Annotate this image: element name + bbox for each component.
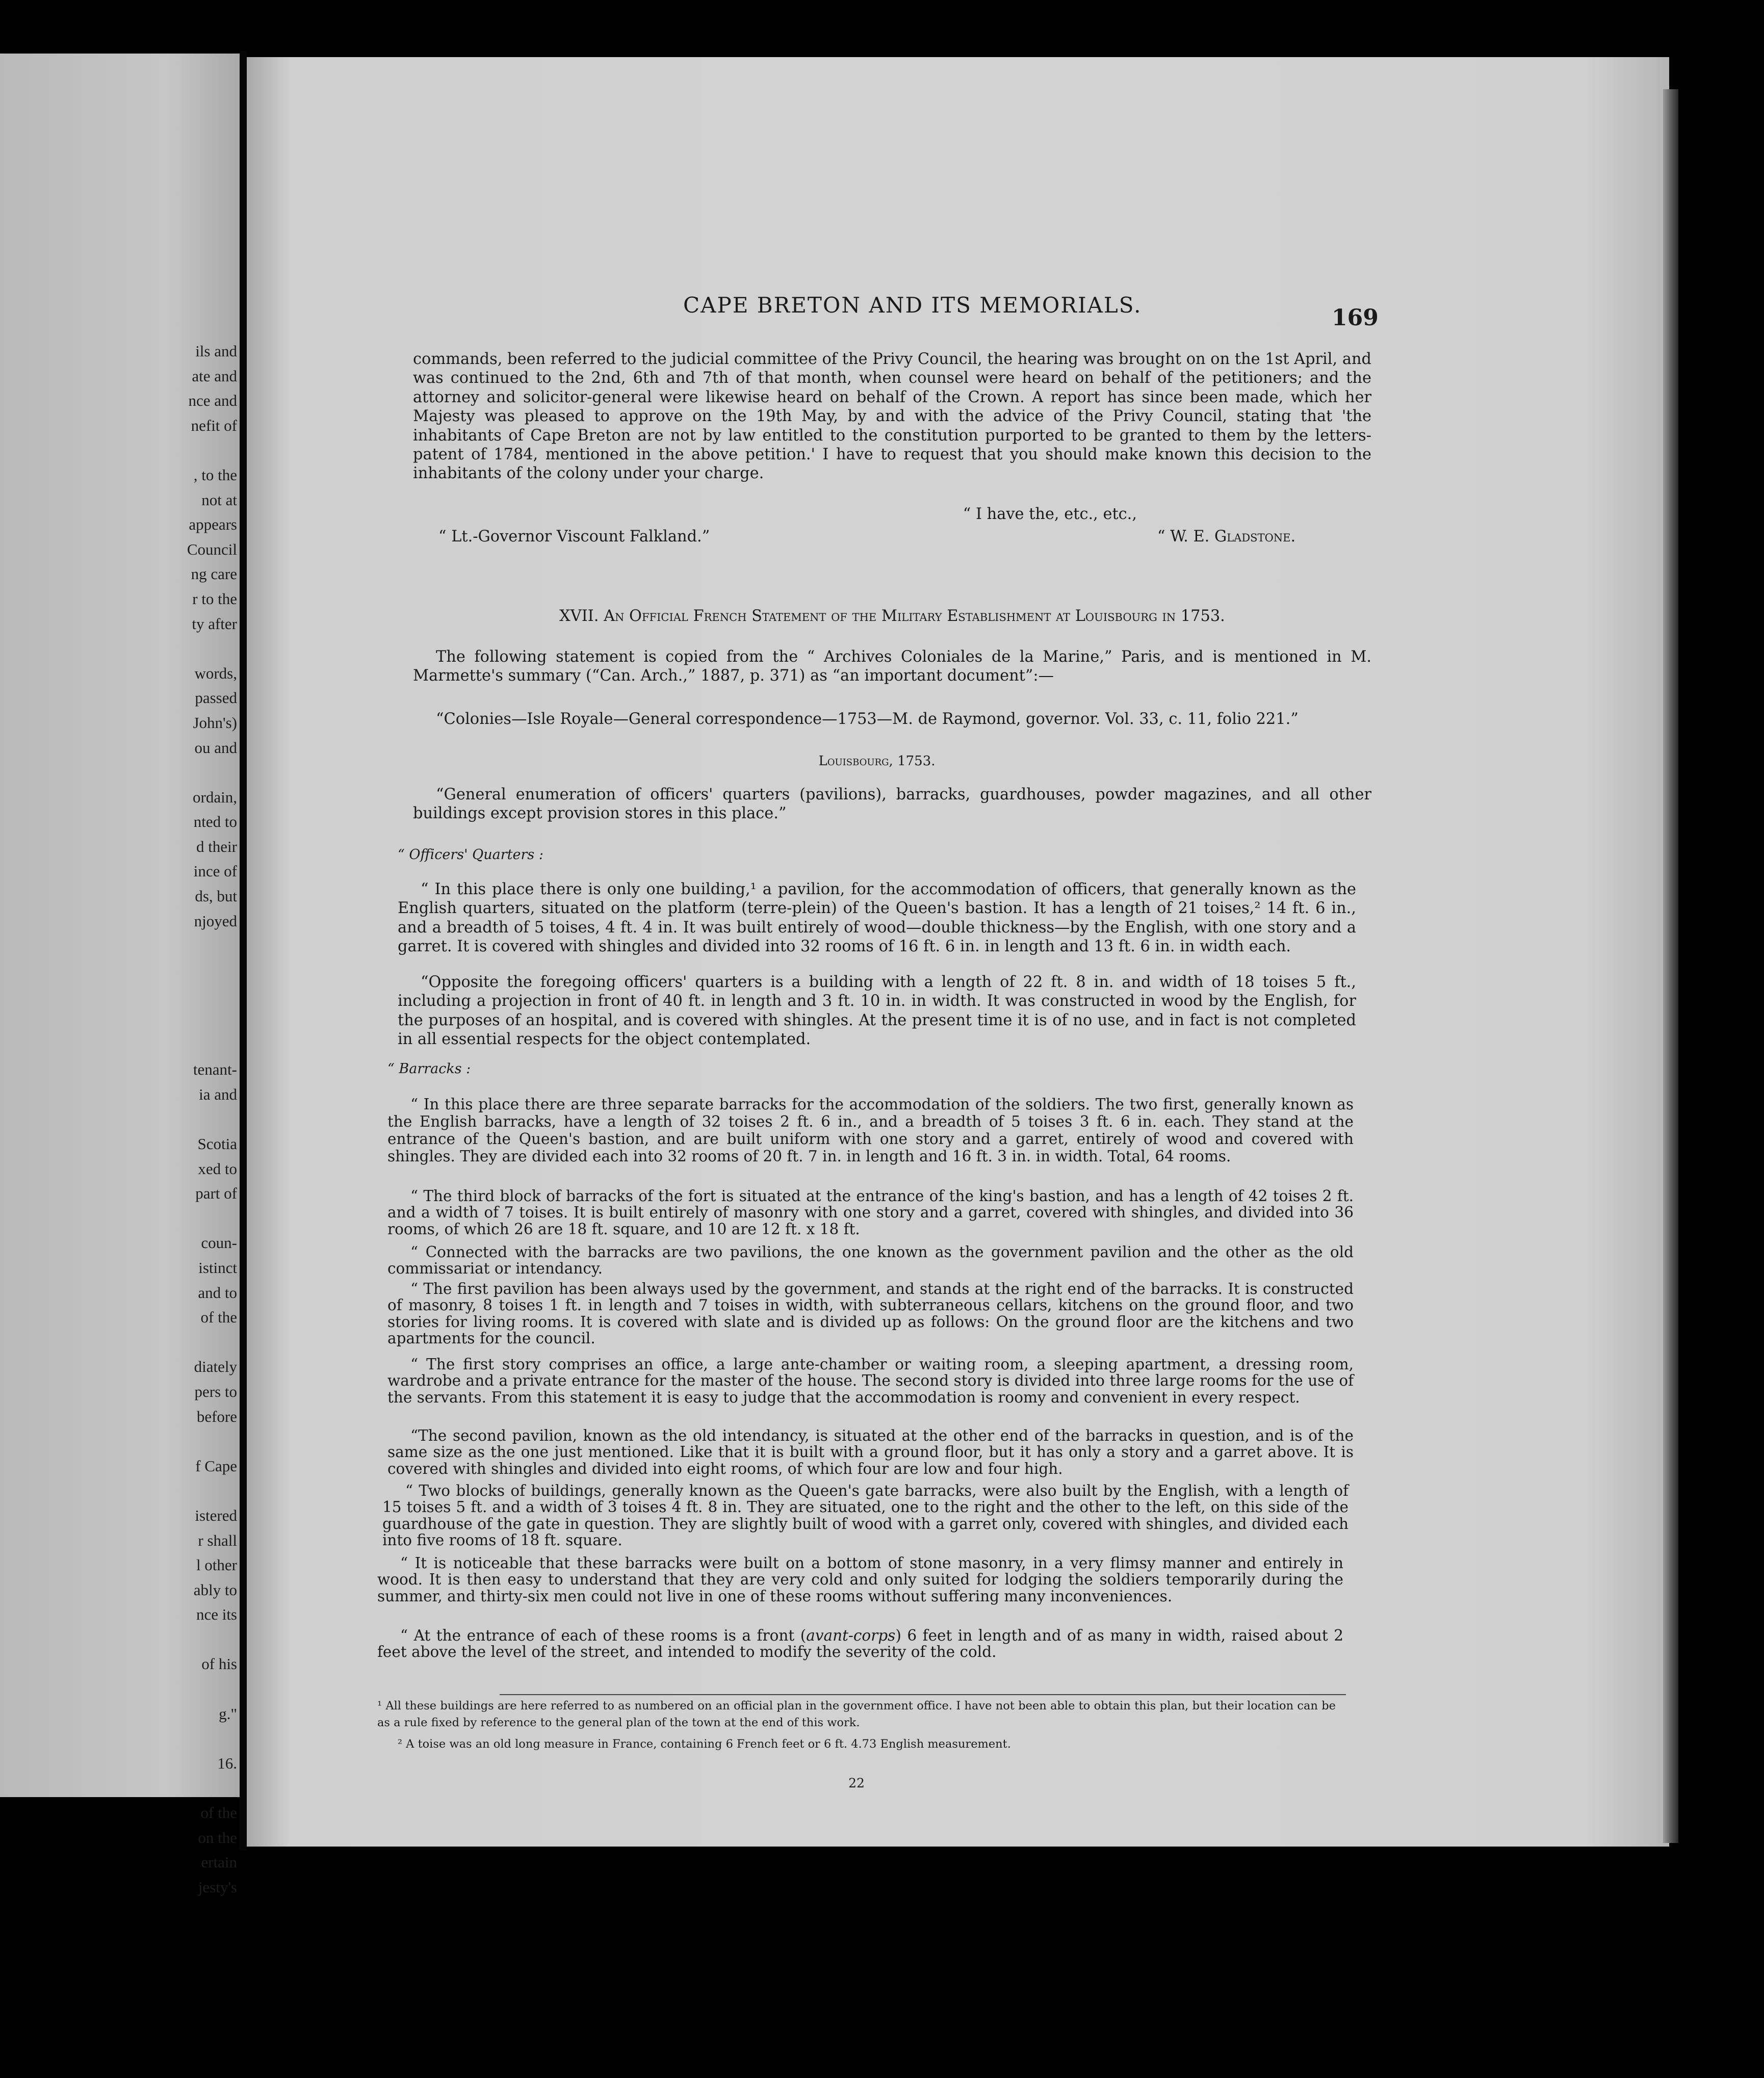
barracks-paragraph-5: “ The first story comprises an office, a large ante-chamber or waiting room, a sleeping apartment, a dressing room, wardrobe and a private entrance for the master of the house. The second story is divided into three large rooms for the use of the servants. From this statement it is easy to judge that the accommodation is roomy and convenient in every respect.: [387, 1356, 1354, 1406]
left-page-line: of the: [200, 1804, 237, 1822]
left-page-line: [0, 1033, 237, 1058]
left-page-line: [0, 760, 237, 785]
left-page-line: John's): [193, 713, 237, 732]
place-date: Louisbourg, 1753.: [818, 754, 936, 769]
left-page-line: and to: [198, 1283, 237, 1302]
left-page-line: ds, but: [195, 887, 237, 905]
left-page-line: nce and: [188, 392, 237, 410]
left-page-line: nted to: [193, 813, 237, 831]
barracks-paragraph-9: [377, 1627, 1343, 1660]
left-page-line: [0, 1726, 237, 1751]
left-page-line: r to the: [192, 589, 237, 608]
left-page-line: [0, 983, 237, 1008]
left-page-line: ils and: [195, 342, 237, 360]
barracks-paragraph-8: “ It is noticeable that these barracks were built on a bottom of stone masonry, in a very flimsy manner and entirely in wood. It is then easy to understand that they are very cold and only suited for lodging the soldiers temporarily during the summer, and thirty-six men could not live in one of these rooms without suffering many inconveniences.: [377, 1554, 1343, 1605]
left-page-line: r shall: [198, 1531, 237, 1549]
left-page-line: passed: [195, 689, 237, 707]
left-page-line: diately: [194, 1358, 237, 1376]
source-reference: “Colonies—Isle Royale—General correspondence—1753—M. de Raymond, governor. Vol. 33, c. 11, folio 221.”: [436, 710, 1299, 728]
officers-paragraph-2: “Opposite the foregoing officers' quarters is a building with a length of 22 ft. 8 in. and width of 18 toises 5 ft., including a projection in front of 40 ft. in length and 3 ft. 10 in. in width. It was constructed in wood by the English, for the purposes of an hospital, and is covered with shingles. At the present time it is of no use, and in fact is not completed in all essential respects for the object contemplated.: [398, 973, 1356, 1049]
officers-paragraph-1: “ In this place there is only one building,¹ a pavilion, for the accommodation of officers, that generally known as the English quarters, situated on the platform (terre-plein) of the Queen's bastion. It has a length of 21 toises,² 14 ft. 6 in., and a breadth of 5 toises, 4 ft. 4 in. It was built entirely of wood—double thickness—by the English, with one story and a garret. It is covered with shingles and divided into 32 rooms of 16 ft. 6 in. in length and 13 ft. 6 in. in width each.: [398, 880, 1356, 956]
left-page-line: istinct: [198, 1258, 237, 1277]
left-page-line: words,: [194, 664, 237, 682]
left-page-line: before: [196, 1407, 237, 1425]
left-page-line: Scotia: [197, 1135, 237, 1153]
barracks-heading: “ Barracks :: [387, 1061, 471, 1077]
left-page-line: coun-: [201, 1234, 237, 1252]
left-page-line: istered: [195, 1506, 237, 1524]
left-page-line: tenant-: [193, 1060, 237, 1079]
left-page-line: [0, 933, 237, 958]
left-page-line: xed to: [198, 1159, 237, 1178]
paragraph-9-italic: avant-corps: [806, 1627, 896, 1644]
left-page-line: [0, 438, 237, 463]
letter-closing: “ I have the, etc., etc.,: [963, 505, 1137, 523]
footnote-1: ¹ All these buildings are here referred to as numbered on an official plan in the government office. I have not been able to obtain this plan, but their location can be as a rule fixed by reference to the general plan of the town at the end of this work.: [377, 1699, 1336, 1729]
left-page-line: ably to: [193, 1580, 237, 1599]
left-page-line: jesty's: [198, 1878, 237, 1896]
left-page-line: part of: [195, 1184, 237, 1203]
left-page-line: of his: [201, 1655, 237, 1673]
left-page-line: [0, 1429, 237, 1454]
left-page-line: d their: [196, 837, 237, 855]
left-facing-page: [0, 54, 240, 1896]
left-page-line: ou and: [194, 738, 237, 757]
officers-quarters-heading: “ Officers' Quarters :: [398, 847, 543, 863]
intro-paragraph: The following statement is copied from the “ Archives Coloniales de la Marine,” Paris, and is mentioned in M. Marmette's summary (“Can. Arch.,” 1887, p. 371) as “an important document”:—: [413, 648, 1371, 685]
letter-addressee: “ Lt.-Governor Viscount Falkland.”: [438, 528, 710, 546]
left-page-line: nefit of: [191, 416, 237, 434]
left-page-line: ate and: [192, 367, 237, 385]
left-page-text: [0, 339, 237, 1900]
left-page-line: [0, 1627, 237, 1652]
left-page-line: nce its: [196, 1605, 237, 1624]
page-edge: [1663, 89, 1678, 1843]
barracks-paragraph-1: “ In this place there are three separate barracks for the accommodation of the soldiers. The two first, generally known as the English barracks, have a length of 32 toises 2 ft. 6 in., and a breadth of 5 toises 3 ft. 6 in. each. They stand at the entrance of the Queen's bastion, and are built uniform with one story and a garret, entirely of wood and covered with shingles. They are divided each into 32 rooms of 20 ft. 7 in. in length and 16 ft. 3 in. in width. Total, 64 rooms.: [387, 1096, 1354, 1165]
left-page-line: [0, 636, 237, 661]
left-page-line: f Cape: [195, 1457, 237, 1475]
left-page-line: not at: [201, 490, 237, 509]
page-number: 169: [1332, 305, 1379, 331]
left-page-line: [0, 958, 237, 983]
barracks-paragraph-6: “The second pavilion, known as the old intendancy, is situated at the other end of the barracks in question, and is of the same size as the one just mentioned. Like that it is built with a ground floor, but it has only a story and a garret above. It is covered with shingles and divided into eight rooms, of which four are low and four high.: [387, 1427, 1354, 1477]
barracks-paragraph-2: “ The third block of barracks of the fort is situated at the entrance of the king's bastion, and has a length of 42 toises 2 ft. and a width of 7 toises. It is built entirely of masonry with one story and a garret, covered with shingles, and divided into 36 rooms, of which 26 are 18 ft. square, and 10 are 12 ft. x 18 ft.: [387, 1187, 1354, 1238]
left-page-line: ertain: [201, 1853, 237, 1872]
footnote-rule: [500, 1694, 1346, 1695]
left-page-line: Council: [187, 540, 237, 558]
left-page-line: [0, 1478, 237, 1503]
left-page-line: g.": [219, 1704, 237, 1723]
left-page-line: [0, 1206, 237, 1231]
running-head: CAPE BRETON AND ITS MEMORIALS.: [683, 293, 1142, 318]
book-gutter: [240, 51, 247, 1851]
left-page-line: ince of: [193, 862, 237, 880]
left-page-line: ng care: [191, 565, 237, 583]
left-page-line: ordain,: [193, 788, 237, 806]
left-page-line: [0, 1008, 237, 1033]
left-page-line: [0, 1330, 237, 1355]
barracks-paragraph-4: “ The first pavilion has been always used by the government, and stands at the right end of the barracks. It is constructed of masonry, 8 toises 1 ft. in length and 7 toises in width, with subterraneous cellars, kitchens on the ground floor, and two stories for living rooms. It is covered with slate and is divided up as follows: On the ground floor are the kitchens and two apartments for the council.: [387, 1280, 1354, 1347]
signature-text: “ W. E. Gladstone.: [1157, 528, 1296, 546]
left-page-line: , to the: [193, 465, 237, 484]
left-page-line: ty after: [192, 614, 237, 633]
left-page-line: [0, 1776, 237, 1801]
left-page-line: of the: [200, 1308, 237, 1327]
left-page-line: l other: [196, 1556, 237, 1574]
left-page-line: pers to: [194, 1382, 237, 1400]
left-page-line: [0, 1107, 237, 1132]
section-heading: XVII. An Official French Statement of the Military Establishment at Louisbourg in 1753.: [559, 607, 1225, 625]
left-page-line: ia and: [199, 1085, 237, 1103]
left-page-line: appears: [189, 515, 237, 534]
left-page-line: on the: [198, 1828, 237, 1847]
paragraph-9-text-a: “ At the entrance of each of these rooms is a front (: [400, 1627, 807, 1644]
barracks-paragraph-3: “ Connected with the barracks are two pavilions, the one known as the government pavilion and the other as the old commissariat or intendancy.: [387, 1243, 1354, 1278]
barracks-paragraph-7: “ Two blocks of buildings, generally known as the Queen's gate barracks, were also built by the English, with a length of 15 toises 5 ft. and a width of 3 toises 4 ft. 8 in. They are situated, one to the right and the other to the left, on this side of the guardhouse of the gate in question. They are slightly built of wood with a garret only, covered with shingles, and divided each into five rooms of 18 ft. square.: [382, 1482, 1348, 1549]
letter-signature: [1157, 527, 1371, 546]
left-page-line: njoyed: [194, 912, 237, 930]
signature-mark: 22: [848, 1776, 865, 1790]
enumeration-paragraph: “General enumeration of officers' quarters (pavilions), barracks, guardhouses, powder magazines, and all other buildings except provision stores in this place.”: [413, 786, 1371, 823]
left-page-line: [0, 1677, 237, 1702]
footnote-2: ² A toise was an old long measure in France, containing 6 French feet or 6 ft. 4.73 English measurement.: [398, 1737, 1011, 1751]
left-page-line: 16.: [217, 1754, 237, 1772]
paragraph-continued: commands, been referred to the judicial committee of the Privy Council, the hearing was brought on on the 1st April, and was continued to the 2nd, 6th and 7th of that month, when counsel were heard on behalf of the petitioners; and the attorney and solicitor-general were likewise heard on behalf of the Crown. A report has since been made, which her Majesty was pleased to approve on the 19th May, by and with the advice of the Privy Council, stating that 'the inhabitants of Cape Breton are not by law entitled to the constitution purported to be granted to them by the letters-patent of 1784, mentioned in the above petition.' I have to request that you should make known this decision to the inhabitants of the colony under your charge.: [413, 350, 1371, 483]
paragraph-9-text-b: ) 6 feet in length and of as many in width, raised about 2 feet above the level of the street, and intended to modify the severity of the cold.: [377, 1627, 1344, 1661]
